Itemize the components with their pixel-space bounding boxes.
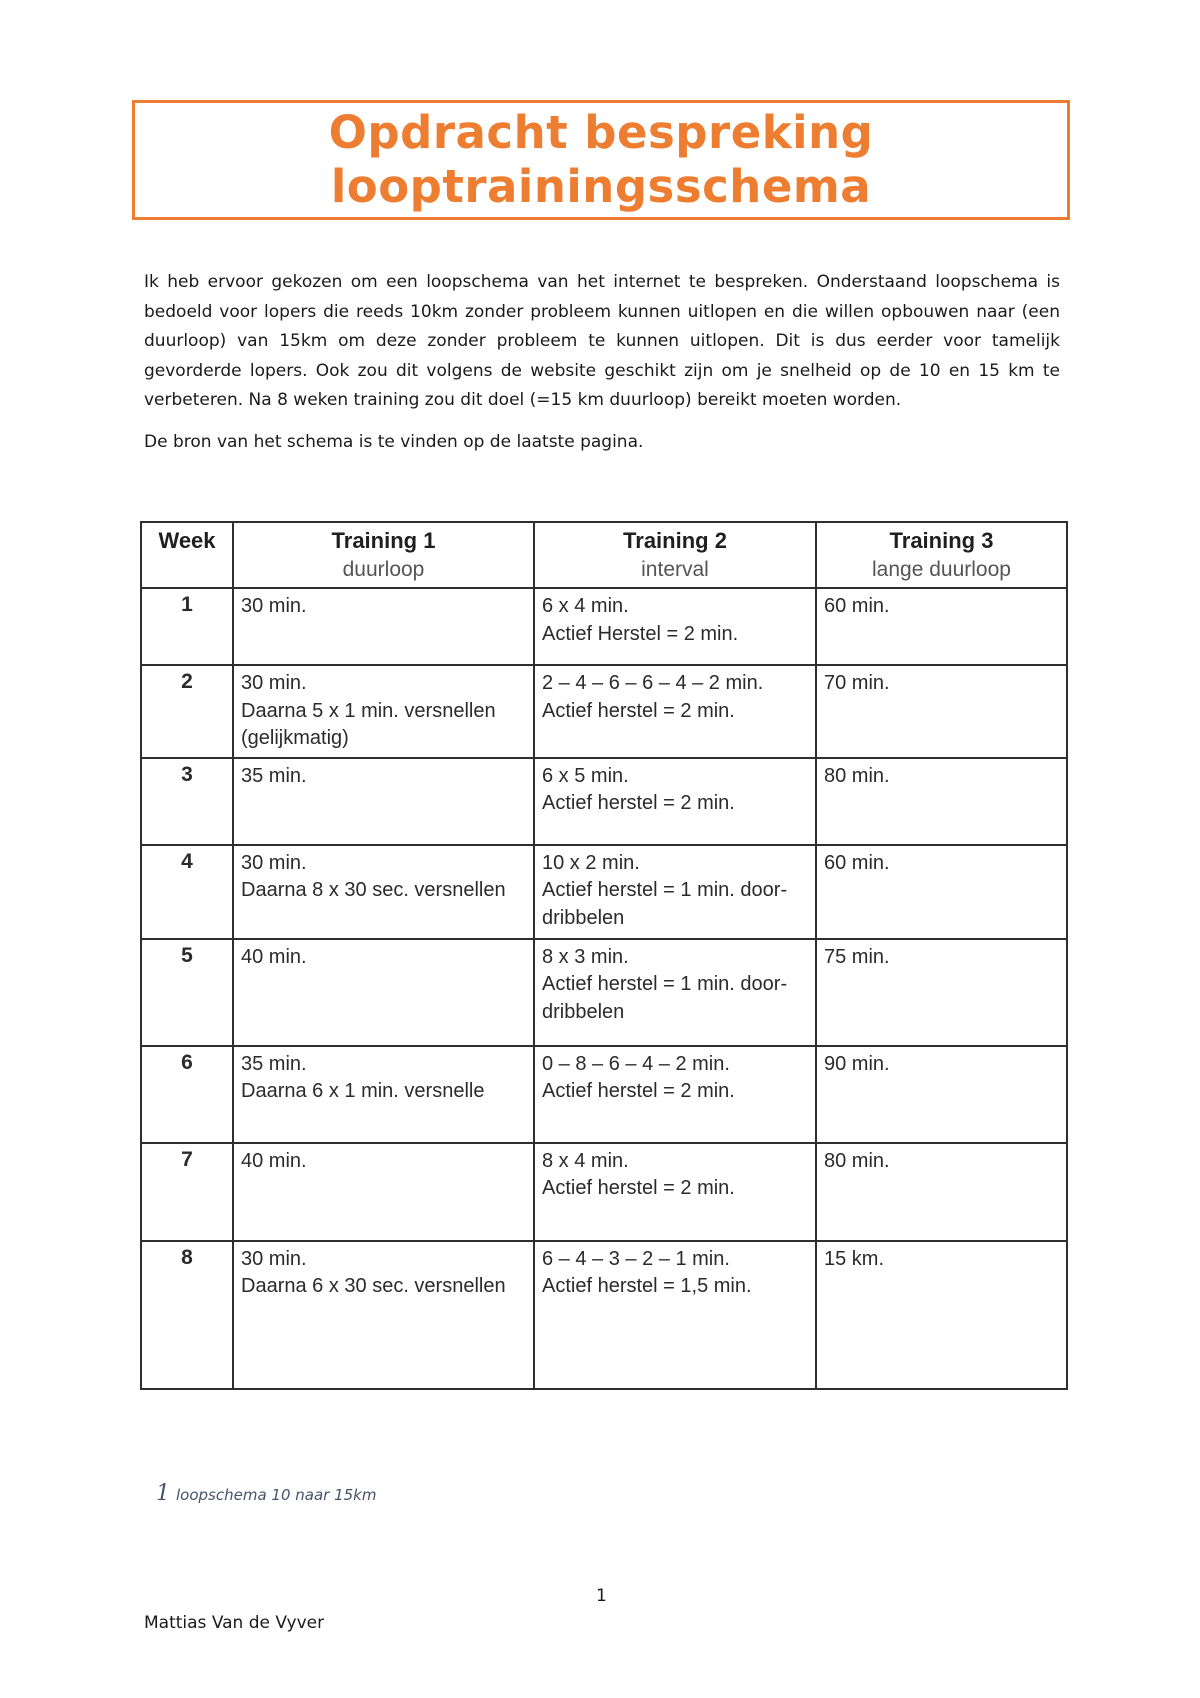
week-cell: 8 — [141, 1241, 233, 1389]
week-cell: 4 — [141, 845, 233, 939]
training-cell-t2 — [534, 845, 816, 939]
header-week: Week — [141, 522, 233, 588]
training-cell-t1 — [233, 1046, 534, 1143]
cell-line: 6 x 5 min. — [542, 764, 629, 787]
week-cell: 1 — [141, 588, 233, 665]
cell-line: Actief herstel = 1 min. door- — [542, 879, 788, 901]
header-training-2: Training 2 interval — [534, 522, 816, 588]
table-row — [141, 1143, 1067, 1241]
cell-line: 60 min. — [824, 851, 890, 874]
document-title-line-1: Opdracht bespreking — [328, 106, 874, 159]
cell-line: 40 min. — [241, 1149, 307, 1172]
cell-line: 8 x 4 min. — [542, 1149, 629, 1172]
cell-line: 80 min. — [824, 1149, 890, 1172]
training-cell-t2 — [534, 588, 816, 665]
cell-line: 40 min. — [241, 945, 307, 968]
training-cell-t1 — [233, 845, 534, 939]
cell-line: 30 min. — [241, 595, 307, 617]
cell-line: Daarna 8 x 30 sec. versnellen — [241, 879, 506, 901]
cell-line: Daarna 6 x 1 min. versnelle — [241, 1080, 485, 1102]
cell-line: 15 km. — [824, 1247, 885, 1270]
training-cell-t1 — [233, 1241, 534, 1389]
week-cell: 7 — [141, 1143, 233, 1241]
cell-line: Actief herstel = 2 min. — [542, 1080, 735, 1102]
cell-line: Actief herstel = 1,5 min. — [542, 1275, 752, 1297]
header-training-1: Training 1 duurloop — [233, 522, 534, 588]
week-cell: 3 — [141, 758, 233, 845]
cell-line: 70 min. — [824, 672, 890, 694]
training-cell-t2 — [534, 1046, 816, 1143]
author-footer: Mattias Van de Vyver — [144, 1613, 325, 1633]
training-cell-t2 — [534, 939, 816, 1046]
cell-line: 8 x 3 min. — [542, 945, 629, 968]
table-row — [141, 758, 1067, 845]
caption-text: loopschema 10 naar 15km — [176, 1486, 377, 1504]
training-cell-t2 — [534, 1241, 816, 1389]
cell-line: 80 min. — [824, 764, 890, 787]
cell-line: Actief herstel = 2 min. — [542, 1177, 735, 1199]
title-box — [132, 100, 1070, 220]
cell-line: (gelijkmatig) — [241, 727, 349, 749]
cell-line: 60 min. — [824, 595, 890, 617]
cell-line: Daarna 5 x 1 min. versnellen — [241, 699, 496, 722]
training-cell-t1 — [233, 1143, 534, 1241]
table-row — [141, 665, 1067, 758]
training-cell-t3 — [816, 1241, 1067, 1389]
table-row — [141, 588, 1067, 665]
training-cell-t3 — [816, 1143, 1067, 1241]
figure-caption — [156, 1481, 376, 1506]
page-number: 1 — [596, 1586, 607, 1606]
training-cell-t2 — [534, 1143, 816, 1241]
training-cell-t1 — [233, 758, 534, 845]
cell-line: 6 – 4 – 3 – 2 – 1 min. — [542, 1247, 730, 1270]
cell-line: 10 x 2 min. — [542, 851, 640, 874]
training-cell-t3 — [816, 1046, 1067, 1143]
training-cell-t3 — [816, 939, 1067, 1046]
table-row — [141, 939, 1067, 1046]
cell-line: 30 min. — [241, 851, 307, 874]
training-cell-t3 — [816, 665, 1067, 758]
cell-line: Actief herstel = 2 min. — [542, 699, 735, 722]
table-row — [141, 845, 1067, 939]
header-training-3: Training 3 lange duurloop — [816, 522, 1067, 588]
training-cell-t2 — [534, 758, 816, 845]
cell-line: Daarna 6 x 30 sec. versnellen — [241, 1275, 506, 1297]
cell-line: 75 min. — [824, 945, 890, 968]
cell-line: Actief herstel = 2 min. — [542, 792, 735, 814]
cell-line: Actief herstel = 1 min. door- — [542, 973, 788, 995]
cell-line: 35 min. — [241, 764, 307, 787]
cell-line: 0 – 8 – 6 – 4 – 2 min. — [542, 1052, 730, 1075]
document-title-line-2: looptrainingsschema — [330, 160, 872, 213]
training-cell-t2 — [534, 665, 816, 758]
cell-line: dribbelen — [542, 1000, 625, 1023]
cell-line: 30 min. — [241, 1247, 307, 1270]
cell-line: 6 x 4 min. — [542, 595, 629, 617]
intro-paragraph: Ik heb ervoor gekozen om een loopschema van het internet te bespreken. Onderstaand loopschema is bedoeld voor lopers die reeds 10km zonder probleem kunnen uitlopen en die willen opbouwen naar (een duurloop) van 15km om deze zonder probleem te kunnen uitlopen. Dit is dus eerder voor tamelijk gevorderde lopers. Ook zou dit volgens de website geschikt zijn om je snelheid op de 10 en 15 km te verbeteren. Na 8 weken training zou dit doel (=15 km duurloop) bereikt moeten worden. — [144, 272, 1060, 410]
source-note: De bron van het schema is te vinden op de laatste pagina. — [144, 432, 644, 452]
table-row — [141, 1241, 1067, 1389]
cell-line: 2 – 4 – 6 – 6 – 4 – 2 min. — [542, 672, 764, 694]
table-body — [141, 588, 1067, 1389]
table-header-row — [141, 522, 1067, 588]
cell-line: dribbelen — [542, 906, 625, 929]
week-cell: 5 — [141, 939, 233, 1046]
training-cell-t3 — [816, 588, 1067, 665]
week-cell: 2 — [141, 665, 233, 758]
training-cell-t1 — [233, 588, 534, 665]
training-cell-t3 — [816, 758, 1067, 845]
training-cell-t1 — [233, 939, 534, 1046]
cell-line: 30 min. — [241, 672, 307, 694]
training-cell-t1 — [233, 665, 534, 758]
cell-line: 90 min. — [824, 1052, 890, 1075]
week-cell: 6 — [141, 1046, 233, 1143]
cell-line: 35 min. — [241, 1052, 307, 1075]
training-cell-t3 — [816, 845, 1067, 939]
table-row — [141, 1046, 1067, 1143]
caption-number: 1 — [156, 1481, 170, 1506]
cell-line: Actief Herstel = 2 min. — [542, 622, 739, 645]
training-schedule-table — [140, 521, 1068, 1390]
